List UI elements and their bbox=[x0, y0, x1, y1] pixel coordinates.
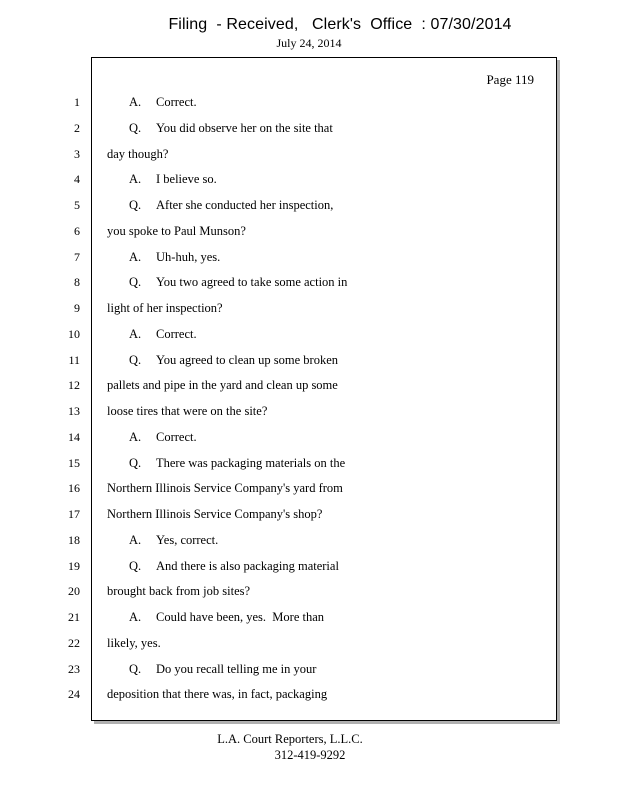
line-text: You did observe her on the site that bbox=[156, 121, 333, 135]
transcript-line bbox=[107, 403, 267, 419]
transcript-date: July 24, 2014 bbox=[276, 36, 342, 50]
line-text: You two agreed to take some action in bbox=[156, 275, 348, 289]
speaker-label: A. bbox=[129, 533, 142, 547]
transcript-line bbox=[129, 352, 338, 368]
transcript-line bbox=[107, 583, 250, 599]
speaker-label: A. bbox=[129, 610, 142, 624]
transcript-line bbox=[107, 480, 343, 496]
speaker-label: Q. bbox=[129, 121, 142, 135]
line-number: 19 bbox=[68, 559, 80, 573]
transcript-line bbox=[107, 223, 246, 239]
transcript-line bbox=[107, 377, 338, 393]
line-text: There was packaging materials on the bbox=[156, 456, 346, 470]
transcript-line bbox=[129, 94, 197, 110]
line-text: Correct. bbox=[156, 327, 197, 341]
line-number: 21 bbox=[68, 610, 80, 624]
line-text: deposition that there was, in fact, packaging bbox=[107, 687, 328, 701]
transcript-line bbox=[129, 249, 220, 265]
reporter-phone: 312-419-9292 bbox=[274, 748, 346, 762]
speaker-label: Q. bbox=[129, 353, 142, 367]
line-text: Uh-huh, yes. bbox=[156, 250, 221, 264]
line-text: I believe so. bbox=[156, 172, 217, 186]
line-text: likely, yes. bbox=[107, 636, 161, 650]
line-text: Correct. bbox=[156, 430, 197, 444]
speaker-label: A. bbox=[129, 95, 142, 109]
speaker-label: Q. bbox=[129, 198, 142, 212]
line-number: 15 bbox=[68, 456, 80, 470]
line-number: 11 bbox=[68, 353, 80, 367]
transcript-line bbox=[107, 506, 322, 522]
line-number: 7 bbox=[74, 250, 80, 264]
transcript-line bbox=[129, 661, 316, 677]
speaker-label: Q. bbox=[129, 559, 142, 573]
transcript-line bbox=[129, 326, 197, 342]
line-number: 18 bbox=[68, 533, 80, 547]
transcript-line bbox=[107, 300, 223, 316]
line-number: 9 bbox=[74, 301, 80, 315]
speaker-label: Q. bbox=[129, 662, 142, 676]
transcript-line bbox=[107, 635, 161, 651]
line-number: 2 bbox=[74, 121, 80, 135]
transcript-line bbox=[129, 171, 217, 187]
line-text: Do you recall telling me in your bbox=[156, 662, 317, 676]
line-number: 23 bbox=[68, 662, 80, 676]
line-text: And there is also packaging material bbox=[156, 559, 339, 573]
speaker-label: A. bbox=[129, 250, 142, 264]
speaker-label: A. bbox=[129, 430, 142, 444]
speaker-label: A. bbox=[129, 327, 142, 341]
line-number: 8 bbox=[74, 275, 80, 289]
transcript-line bbox=[129, 558, 339, 574]
line-text: you spoke to Paul Munson? bbox=[107, 224, 246, 238]
line-text: You agreed to clean up some broken bbox=[156, 353, 339, 367]
line-number: 6 bbox=[74, 224, 80, 238]
reporter-company: L.A. Court Reporters, L.L.C. bbox=[217, 732, 363, 746]
line-text: Could have been, yes. More than bbox=[156, 610, 325, 624]
line-text: After she conducted her inspection, bbox=[156, 198, 334, 212]
line-number: 14 bbox=[68, 430, 80, 444]
line-number: 20 bbox=[68, 584, 80, 598]
line-text: brought back from job sites? bbox=[107, 584, 251, 598]
transcript-line bbox=[129, 274, 347, 290]
transcript-line bbox=[129, 429, 197, 445]
transcript-line bbox=[107, 146, 168, 162]
line-text: pallets and pipe in the yard and clean up some bbox=[107, 378, 338, 392]
transcript-line bbox=[129, 120, 333, 136]
line-number: 13 bbox=[68, 404, 80, 418]
line-text: day though? bbox=[107, 147, 169, 161]
line-number: 17 bbox=[68, 507, 80, 521]
transcript-line bbox=[129, 609, 324, 625]
speaker-label: Q. bbox=[129, 456, 142, 470]
page-number: Page 119 bbox=[486, 72, 534, 87]
transcript-line bbox=[129, 197, 333, 213]
line-number: 24 bbox=[68, 687, 80, 701]
transcript-line bbox=[129, 455, 345, 471]
line-number: 3 bbox=[74, 147, 80, 161]
line-number: 4 bbox=[74, 172, 80, 186]
line-text: Northern Illinois Service Company's shop? bbox=[107, 507, 323, 521]
line-text: loose tires that were on the site? bbox=[107, 404, 268, 418]
line-number: 5 bbox=[74, 198, 80, 212]
speaker-label: Q. bbox=[129, 275, 142, 289]
line-number: 22 bbox=[68, 636, 80, 650]
line-text: light of her inspection? bbox=[107, 301, 223, 315]
line-text: Correct. bbox=[156, 95, 197, 109]
line-number: 16 bbox=[68, 481, 80, 495]
transcript-line bbox=[107, 686, 327, 702]
line-text: Northern Illinois Service Company's yard from bbox=[107, 481, 343, 495]
line-number: 12 bbox=[68, 378, 80, 392]
line-number: 1 bbox=[74, 95, 80, 109]
line-text: Yes, correct. bbox=[156, 533, 219, 547]
line-number: 10 bbox=[68, 327, 80, 341]
transcript-line bbox=[129, 532, 218, 548]
speaker-label: A. bbox=[129, 172, 142, 186]
filing-stamp: Filing - Received, Clerk's Office : 07/30/2014 bbox=[168, 16, 512, 33]
